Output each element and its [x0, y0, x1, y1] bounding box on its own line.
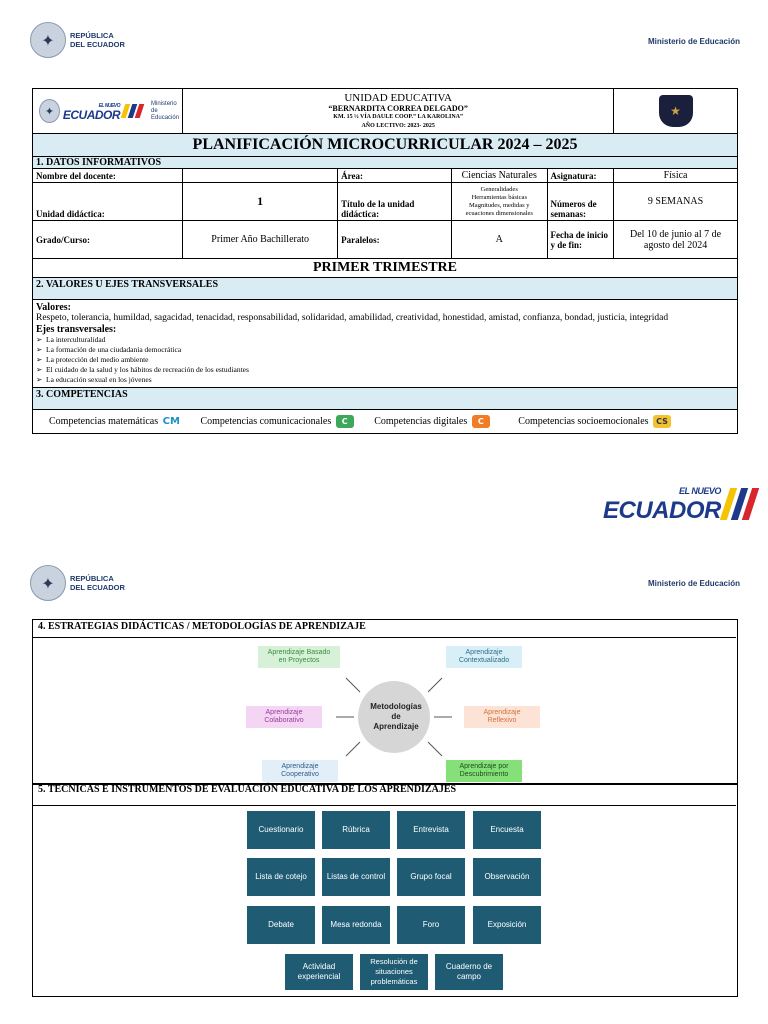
- titulo-line2: Herramientas básicas: [471, 193, 527, 201]
- tag-colaborativo: Aprendizaje Colaborativo: [246, 706, 322, 728]
- flag-stripes-icon: [121, 104, 145, 118]
- titulo-label: Título de la unidad didáctica:: [338, 183, 452, 221]
- section5-title: 5. TÉCNICAS E INSTRUMENTOS DE EVALUACIÓN EDUCATIVA DE LOS APRENDIZAJES: [38, 784, 457, 795]
- arrow-cooperativo: [346, 742, 360, 756]
- titulo-line1: Generalidades: [480, 185, 518, 193]
- grado-value: Primer Año Bachillerato: [183, 221, 338, 259]
- flag-stripes-icon: [720, 488, 759, 520]
- fecha-value: Del 10 de junio al 7 de agosto del 2024: [614, 221, 738, 259]
- docente-label: Nombre del docente:: [33, 169, 183, 183]
- competencia-socioemocionales: Competencias socioemocionales CS: [518, 416, 671, 427]
- area-label: Área:: [338, 169, 452, 183]
- tag-cooperativo: Aprendizaje Cooperativo: [262, 760, 338, 782]
- section2-title: 2. VALORES U EJES TRANSVERSALES: [33, 278, 738, 300]
- fecha-label: Fecha de inicio y de fin:: [547, 221, 614, 259]
- tag-proyectos: Aprendizaje Basado en Proyectos: [258, 646, 340, 668]
- tile-encuesta: Encuesta: [473, 811, 541, 849]
- arrow-descubrimiento: [428, 742, 442, 756]
- competencia-matematicas: Competencias matemáticas CM: [49, 415, 180, 427]
- list-item: ➢ El cuidado de la salud y los hábitos de recreación de los estudiantes: [36, 365, 249, 374]
- school-name: “BERNARDITA CORREA DELGADO”: [328, 103, 468, 113]
- competencia-digitales: Competencias digitales C: [374, 416, 490, 427]
- ministry-header-text: Ministerio de Educación: [647, 37, 740, 46]
- logo-ministry-1: Ministerio: [151, 100, 177, 107]
- valores-text: Respeto, tolerancia, humildad, sagacidad, tenacidad, responsabilidad, solidaridad, amabilidad, creatividad, honestidad, amistad, confianza, bondad, justicia, integridad: [36, 313, 669, 323]
- titulo-value: [452, 183, 547, 221]
- tile-rubrica: Rúbrica: [322, 811, 390, 849]
- list-item: ➢ La educación sexual en los jóvenes: [36, 375, 152, 384]
- footer-logo-word: ECUADOR: [603, 497, 721, 524]
- tile-observacion: Observación: [473, 858, 541, 896]
- cm-icon: CM: [162, 416, 180, 427]
- tile-debate: Debate: [247, 906, 315, 944]
- unidad-value: 1: [183, 183, 338, 221]
- section4-title: 4. ESTRATEGIAS DIDÁCTICAS / METODOLOGÍAS DE APRENDIZAJE: [38, 621, 366, 632]
- republica-line1: REPÚBLICA: [70, 574, 114, 583]
- republica-line2: DEL ECUADOR: [70, 583, 125, 592]
- list-item: ➢ La protección del medio ambiente: [36, 355, 149, 364]
- republica-line2: DEL ECUADOR: [70, 40, 125, 49]
- republica-logo: [30, 22, 125, 58]
- tile-listas-control: Listas de control: [322, 858, 390, 896]
- asignatura-label: Asignatura:: [547, 169, 614, 183]
- school-info-cell: [183, 89, 614, 134]
- plan-title: PLANIFICACIÓN MICROCURRICULAR 2024 – 2025: [33, 134, 738, 157]
- area-value: Ciencias Naturales: [452, 169, 547, 183]
- tile-foro: Foro: [397, 906, 465, 944]
- semanas-label: Números de semanas:: [547, 183, 614, 221]
- competencias-row: [33, 410, 738, 434]
- competencia-comunicacionales: Competencias comunicacionales C: [200, 416, 353, 427]
- grado-label: Grado/Curso:: [33, 221, 183, 259]
- titulo-line4: ecuaciones dimensionales: [465, 209, 533, 217]
- arrow-proyectos: [346, 678, 360, 692]
- trimestre-title: PRIMER TRIMESTRE: [33, 259, 738, 278]
- republica-logo: [30, 565, 125, 601]
- logo-small-text: EL NUEVO: [98, 103, 121, 109]
- tile-cuaderno-campo: Cuaderno de campo: [435, 954, 503, 990]
- valores-label: Valores:: [36, 302, 71, 313]
- tag-descubrimiento: Aprendizaje por Descubrimiento: [446, 760, 522, 782]
- coat-of-arms-icon: ✦: [30, 22, 66, 58]
- tile-entrevista: Entrevista: [397, 811, 465, 849]
- planning-table: [32, 88, 738, 434]
- docente-value: [183, 169, 338, 183]
- tile-grupo-focal: Grupo focal: [397, 858, 465, 896]
- republica-line1: REPÚBLICA: [70, 31, 114, 40]
- ejes-label: Ejes transversales:: [36, 324, 117, 335]
- ecuador-logo-cell: [33, 89, 183, 134]
- section3-title: 3. COMPETENCIAS: [33, 388, 738, 410]
- tag-reflexivo: Aprendizaje Reflexivo: [464, 706, 540, 728]
- tile-lista-cotejo: Lista de cotejo: [247, 858, 315, 896]
- list-item: ➢ La formación de una ciudadanía democrática: [36, 345, 182, 354]
- tile-exposicion: Exposición: [473, 906, 541, 944]
- arrow-contextualizado: [428, 678, 442, 692]
- c-comunicacional-icon: C: [336, 415, 354, 428]
- coat-of-arms-icon: ✦: [39, 99, 60, 123]
- semanas-value: 9 SEMANAS: [614, 183, 738, 221]
- tile-actividad-experiencial: Actividad experiencial: [285, 954, 353, 990]
- center-label: Metodologías de Aprendizaje: [370, 702, 422, 731]
- school-crest-icon: ★: [659, 95, 693, 127]
- paralelos-value: A: [452, 221, 547, 259]
- logo-word: ECUADOR: [62, 108, 121, 122]
- ecuador-footer-logo: [603, 484, 754, 524]
- unidad-label: Unidad didáctica:: [33, 183, 183, 221]
- asignatura-value: Física: [614, 169, 738, 183]
- ministry-header-text: Ministerio de Educación: [647, 579, 740, 588]
- school-year: AÑO LECTIVO: 2023- 2025: [361, 122, 435, 129]
- cs-icon: CS: [653, 415, 671, 428]
- section1-title: 1. DATOS INFORMATIVOS: [33, 157, 738, 169]
- school-address: KM. 15 ½ VÍA DAULE COOP.” LA KAROLINA”: [333, 113, 463, 120]
- tag-contextualizado: Aprendizaje Contextualizado: [446, 646, 522, 668]
- c-digital-icon: C: [472, 415, 490, 428]
- tile-cuestionario: Cuestionario: [247, 811, 315, 849]
- valores-cell: [33, 300, 738, 388]
- school-crest-cell: [614, 89, 738, 134]
- titulo-line3: Magnitudes, medidas y: [469, 201, 530, 209]
- paralelos-label: Paralelos:: [338, 221, 452, 259]
- school-line1: UNIDAD EDUCATIVA: [344, 91, 452, 104]
- tile-resolucion-situaciones: Resolución de situaciones problemáticas: [360, 954, 428, 990]
- tile-mesa-redonda: Mesa redonda: [322, 906, 390, 944]
- footer-logo-small: EL NUEVO: [679, 486, 721, 496]
- ejes-list: [36, 335, 734, 385]
- logo-ministry-2: de Educación: [151, 107, 180, 121]
- list-item: ➢ La interculturalidad: [36, 335, 106, 344]
- coat-of-arms-icon: ✦: [30, 565, 66, 601]
